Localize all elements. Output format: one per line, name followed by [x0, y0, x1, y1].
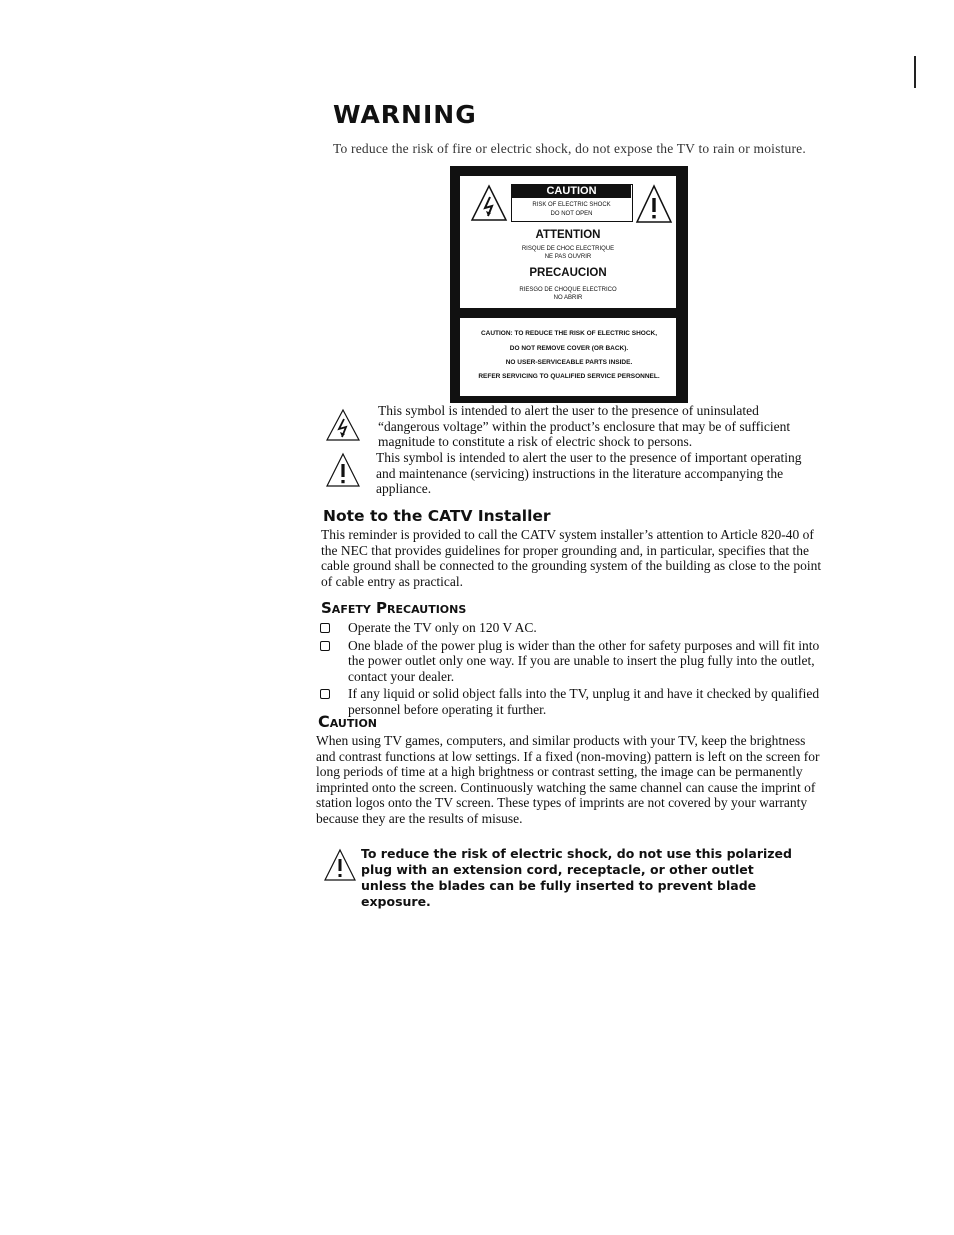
precaucion-line-1: RIESGO DE CHOQUE ELECTRICO	[519, 287, 617, 293]
caution-title: CAUTION	[512, 185, 631, 198]
safety-list	[318, 620, 824, 719]
attention-title: ATTENTION	[535, 229, 601, 241]
checkbox-bullet-icon	[320, 641, 330, 651]
catv-text: This reminder is provided to call the CATV system installer’s attention to Article 820-40 of the NEC that provides guidelines for proper grounding and, in particular, specifies that the cable ground shall be connected to the grounding system of the building as close to the point of cable entry as practical.	[321, 527, 822, 589]
instruction-symbol-text: This symbol is intended to alert the user to the presence of important operating and maintenance (servicing) instructions in the literature accompanying the appliance.	[376, 450, 802, 496]
voltage-symbol-text: This symbol is intended to alert the user to the presence of uninsulated “dangerous voltage” within the product’s enclosure that may be of sufficient magnitude to constitute a risk of electric shock to persons.	[378, 403, 791, 449]
polarized-plug-warning: To reduce the risk of electric shock, do not use this polarized plug with an extension cord, receptacle, or other outlet unless the blades can be fully inserted to prevent blade exposure.	[361, 846, 792, 909]
lightning-triangle-icon	[325, 408, 361, 442]
precaucion-title: PRECAUCION	[529, 267, 607, 279]
safety-item-text: Operate the TV only on 120 V AC.	[348, 620, 537, 635]
list-item	[318, 686, 824, 717]
exclamation-triangle-icon	[323, 848, 357, 882]
exclamation-triangle-icon	[635, 184, 673, 224]
safety-heading: Safety Precautions	[321, 599, 467, 617]
warning-heading: WARNING	[333, 100, 477, 129]
caution-line-1: RISK OF ELECTRIC SHOCK	[532, 202, 611, 208]
caution-line-2: DO NOT OPEN	[550, 211, 593, 217]
attention-line-2: NE PAS OUVRIR	[544, 254, 592, 260]
list-item	[318, 638, 824, 685]
page-edge-mark	[914, 56, 916, 88]
attention-line-1: RISQUE DE CHOC ELECTRIQUE	[521, 246, 615, 252]
precaucion-line-2: NO ABRIR	[553, 295, 583, 301]
label-bottom-line-1: CAUTION: TO REDUCE THE RISK OF ELECTRIC SHOCK,	[480, 330, 658, 337]
caution-heading: Caution	[318, 712, 378, 731]
catv-heading: Note to the CATV Installer	[323, 507, 551, 525]
checkbox-bullet-icon	[320, 689, 330, 699]
lightning-triangle-icon	[470, 184, 508, 222]
label-bottom-line-3: NO USER-SERVICEABLE PARTS INSIDE.	[505, 359, 633, 366]
label-bottom-line-4: REFER SERVICING TO QUALIFIED SERVICE PERSONNEL.	[478, 373, 660, 380]
safety-item-text: One blade of the power plug is wider than the other for safety purposes and will fit into the power outlet only one way. If you are unable to insert the plug fully into the outlet, contact your dealer.	[348, 637, 820, 684]
checkbox-bullet-icon	[320, 623, 330, 633]
caution-text: When using TV games, computers, and similar products with your TV, keep the brightness and contrast functions at low settings. If a fixed (non-moving) pattern is left on the screen for long periods of time at a high brightness or contrast setting, the image can be permanently imprinted onto the screen. Continuously watching the same channel can cause the imprint of station logos onto the TV screen. These types of imprints are not covered by your warranty because they are the results of misuse.	[316, 733, 820, 826]
safety-item-text: If any liquid or solid object falls into the TV, unplug it and have it checked by qualified personnel before operating it further.	[348, 686, 820, 717]
label-bottom-line-2: DO NOT REMOVE COVER (OR BACK).	[509, 345, 629, 352]
warning-text: To reduce the risk of fire or electric shock, do not expose the TV to rain or moisture.	[333, 141, 806, 156]
list-item	[318, 620, 824, 636]
exclamation-triangle-icon	[325, 452, 361, 488]
